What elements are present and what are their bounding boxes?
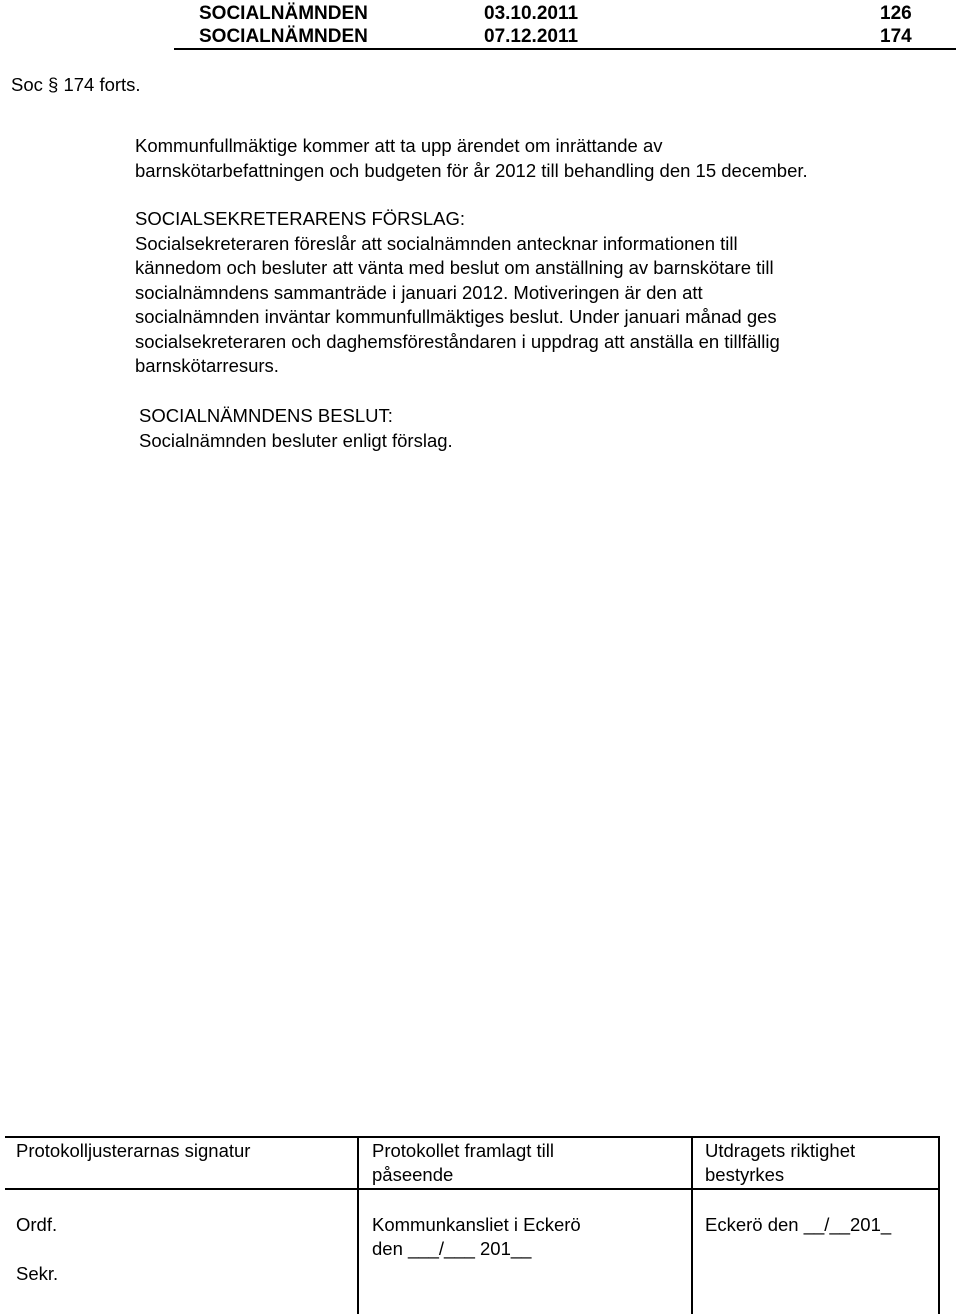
decision-heading: SOCIALNÄMNDENS BESLUT: [139, 405, 393, 426]
proposal-line: socialsekreteraren och daghemsföreståndaren i uppdrag att anställa en tillfällig [135, 330, 780, 352]
footer-certify-date: Eckerö den __/__201_ [705, 1214, 892, 1235]
proposal-line: socialnämndens sammanträde i januari 2012. Motiveringen är den att [135, 281, 703, 303]
footer-divider-2 [691, 1136, 693, 1314]
proposal-line: kännedom och besluter att vänta med beslut om anställning av barnskötare till [135, 257, 774, 278]
header-page-number-1: 126 [880, 3, 912, 24]
header-committee-name-2: SOCIALNÄMNDEN [199, 26, 368, 47]
decision-section [139, 404, 453, 453]
proposal-line: socialnämnden inväntar kommunfullmäktiges beslut. Under januari månad ges [135, 306, 777, 327]
footer-office-name: Kommunkansliet i Eckerö [372, 1214, 581, 1235]
footer-chairman-label: Ordf. [16, 1214, 58, 1235]
footer-divider-1 [357, 1136, 359, 1314]
footer-certification-heading-line: bestyrkes [705, 1164, 785, 1185]
header-date-1: 03.10.2011 [484, 3, 579, 24]
footer-signature-heading: Protokolljusterarnas signatur [16, 1140, 251, 1161]
footer-top-rule [5, 1136, 940, 1138]
footer-posting-heading-line: Protokollet framlagt till [372, 1140, 554, 1161]
footer-posting-heading [372, 1139, 554, 1187]
footer-posting-heading-line: påseende [372, 1164, 454, 1185]
footer-right-border [938, 1136, 940, 1314]
header-committee-name-1: SOCIALNÄMNDEN [199, 3, 368, 24]
decision-text: Socialnämnden besluter enligt förslag. [139, 429, 453, 451]
footer-certification-heading-line: Utdragets riktighet [705, 1140, 856, 1161]
footer-middle-rule [5, 1188, 940, 1190]
footer-office [372, 1213, 581, 1261]
proposal-heading: SOCIALSEKRETERARENS FÖRSLAG: [135, 208, 466, 229]
footer-secretary-label: Sekr. [16, 1263, 59, 1284]
header-rule [174, 48, 956, 50]
proposal-section [135, 207, 780, 379]
intro-line: barnskötarbefattningen och budgeten för år 2012 till behandling den 15 december. [135, 159, 808, 181]
footer-office-date: den ___/___ 201__ [372, 1238, 532, 1259]
intro-line: Kommunfullmäktige kommer att ta upp ärendet om inrättande av [135, 135, 663, 156]
proposal-line: barnskötarresurs. [135, 355, 279, 376]
footer-certification-heading [705, 1139, 855, 1187]
section-label: Soc § 174 forts. [11, 74, 141, 95]
intro-paragraph [135, 134, 808, 183]
proposal-line: Socialsekreteraren föreslår att socialnämnden antecknar informationen till [135, 232, 738, 254]
header-page-number-2: 174 [880, 26, 912, 47]
header-date-2: 07.12.2011 [484, 26, 579, 47]
